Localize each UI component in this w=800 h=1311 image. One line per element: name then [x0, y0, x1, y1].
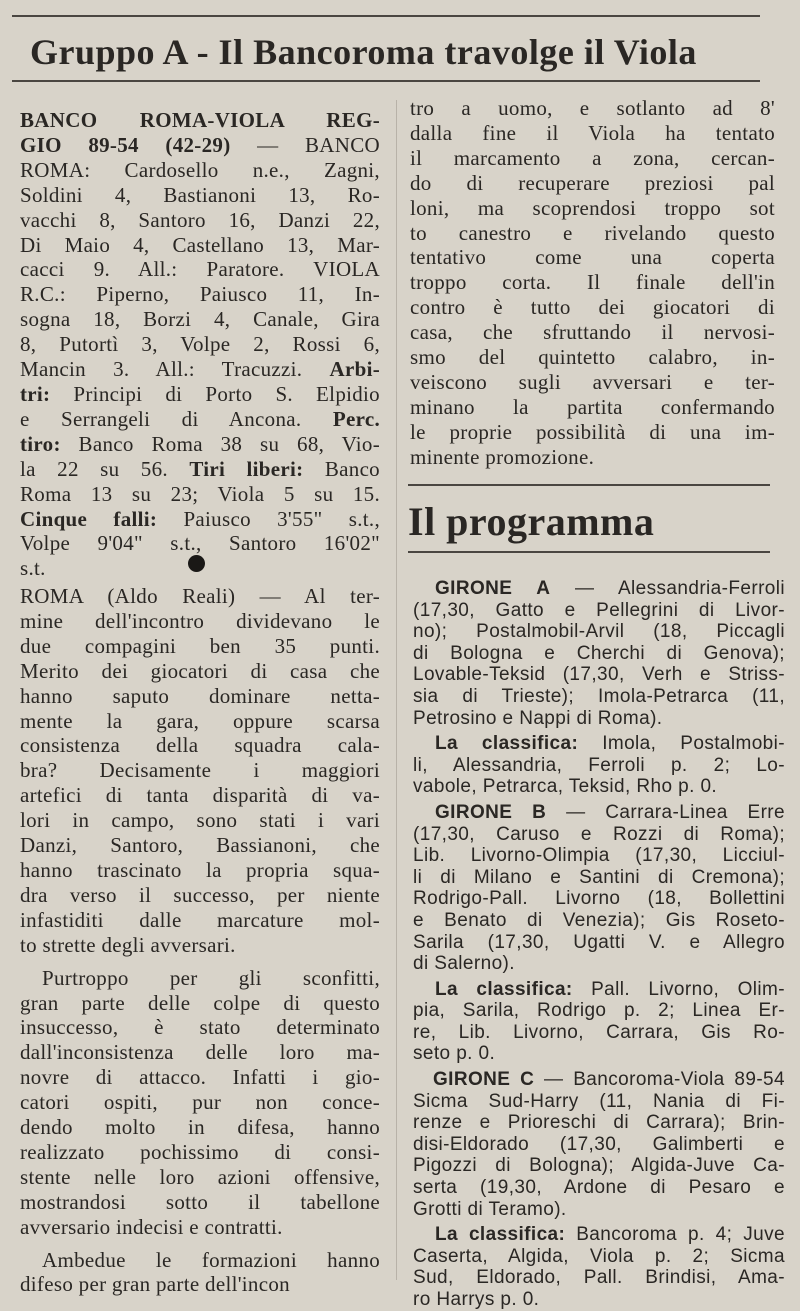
- summary-bold-text: BANCO ROMA-VIOLA REG-: [20, 108, 380, 132]
- programma-text: Pigozzi di Bologna); Algida-Juve Ca-: [413, 1155, 785, 1177]
- article-line: dra verso il successo, per niente: [20, 882, 380, 907]
- summary-line: [20, 507, 380, 532]
- programma-line: [413, 1199, 785, 1221]
- programma-line: [413, 845, 785, 867]
- programma-line: [413, 600, 785, 622]
- programma-line: [413, 755, 785, 777]
- programma-text: disi-Eldorado (17,30, Galimberti e: [413, 1133, 785, 1155]
- summary-line: [20, 357, 380, 382]
- summary-line: [20, 531, 380, 556]
- programma-line: [413, 802, 785, 824]
- summary-text: la 22 su 56.: [20, 456, 190, 481]
- programma-bold-text: La classifica:: [435, 978, 573, 1000]
- article-line: lori in campo, sono stati i vari: [20, 808, 380, 833]
- article-line: casa, che sfruttando il nervosi-: [410, 320, 775, 345]
- programma-text: di Salerno).: [413, 953, 515, 975]
- summary-line: [20, 482, 380, 507]
- left-article: [20, 584, 380, 1297]
- programma-line: [413, 1043, 785, 1065]
- programma-line: [413, 776, 785, 798]
- headline: Gruppo A - Il Bancoroma travolge il Viola: [30, 32, 697, 72]
- bullet-separator: [188, 555, 205, 572]
- summary-line: [20, 158, 380, 183]
- summary-text: cacci 9. All.: Paratore. VIOLA: [20, 257, 380, 282]
- programma-text: no); Postalmobil-Arvil (18, Piccagli: [413, 621, 785, 643]
- article-line: realizzato pochissimo di consi-: [20, 1139, 380, 1164]
- summary-text: Banco Roma 38 su 68, Vio-: [60, 431, 380, 456]
- top-rule: [12, 15, 760, 17]
- headline-rule: [12, 80, 760, 82]
- summary-line: [20, 382, 380, 407]
- article-line: dall'inconsistenza delle loro ma-: [20, 1040, 380, 1065]
- article-line: hanno saputo dominare netta-: [20, 683, 380, 708]
- programma-text: sia di Trieste); Imola-Petrarca (11,: [413, 685, 785, 707]
- programma-bold-text: GIRONE B: [435, 801, 547, 823]
- summary-text: sogna 18, Borzi 4, Canale, Gira: [20, 307, 380, 332]
- match-summary: [20, 108, 380, 581]
- summary-text: — BANCO: [230, 132, 380, 157]
- programma-line: [413, 824, 785, 846]
- summary-line: [20, 407, 380, 432]
- article-line: artefici di tanta disparità di va-: [20, 783, 380, 808]
- article-line: tentativo come una coperta: [410, 245, 775, 270]
- summary-text: Principi di Porto S. Elpidio: [50, 381, 380, 406]
- article-line: consistenza della squadra cala-: [20, 733, 380, 758]
- programma-text: Pall. Livorno, Olim-: [572, 978, 785, 1000]
- programma-line: [413, 621, 785, 643]
- programma-line: [413, 643, 785, 665]
- article-line: Danzi, Santoro, Bassianoni, che: [20, 833, 380, 858]
- programma-line: [413, 1289, 785, 1311]
- article-line: mine dell'incontro dividevano le: [20, 608, 380, 633]
- programma-text: Lib. Livorno-Olimpia (17,30, Licciul-: [413, 845, 785, 867]
- summary-bold-text: Arbi-: [329, 357, 380, 382]
- article-line: Purtroppo per gli sconfitti,: [42, 965, 380, 990]
- programma-title: Il programma: [408, 499, 655, 544]
- programma-bold-text: La classifica:: [435, 1224, 566, 1246]
- programma-line: [413, 867, 785, 889]
- programma-line: [413, 664, 785, 686]
- programma-text: vabole, Petrarca, Teksid, Rho p. 0.: [413, 776, 718, 798]
- article-paragraph-2: [20, 966, 380, 1240]
- article-paragraph-1: [20, 584, 380, 958]
- article-line: troppo corta. Il finale dell'in: [410, 270, 775, 295]
- programma-bold-text: GIRONE C: [433, 1069, 535, 1091]
- programma-text: re, Lib. Livorno, Carrara, Gis Ro-: [413, 1021, 785, 1043]
- programma-text: Sud, Eldorado, Pall. Brindisi, Ama-: [413, 1267, 785, 1289]
- programma-top-rule: [408, 484, 770, 486]
- programma-text: — Bancoroma-Viola 89-54: [534, 1069, 785, 1091]
- programma-line: [413, 733, 785, 755]
- article-line: due compagini ben 35 punti.: [20, 633, 380, 658]
- summary-text: Banco: [303, 456, 380, 481]
- summary-line: [20, 257, 380, 282]
- programma-bold-text: GIRONE A: [435, 578, 551, 599]
- article-line: bra? Decisamente i maggiori: [20, 758, 380, 783]
- programma-text: Rodrigo-Pall. Livorno (18, Bollettini: [413, 888, 785, 910]
- programma-text: (17,30, Gatto e Pellegrini di Livor-: [413, 599, 785, 621]
- summary-bold-text: tri:: [20, 381, 51, 406]
- programma-text: — Carrara-Linea Erre: [546, 801, 785, 823]
- article-line: avversario indecisi e contratti.: [20, 1214, 283, 1239]
- summary-text: Di Maio 4, Castellano 13, Mar-: [20, 232, 380, 257]
- summary-text: Volpe 9'04" s.t., Santoro 16'02": [20, 531, 380, 556]
- programma-text: Caserta, Algida, Viola p. 2; Sicma: [413, 1245, 785, 1267]
- article-line: minano la partita confermando: [410, 394, 775, 419]
- programma-text: Petrosino e Nappi di Roma).: [413, 707, 663, 729]
- programma-line: [413, 1091, 785, 1113]
- summary-line: [20, 108, 380, 133]
- programma-text: Sarila (17,30, Ugatti V. e Allegro: [413, 931, 785, 953]
- programma-line: [413, 1267, 785, 1289]
- article-line: do di recuperare preziosi pal: [410, 170, 775, 195]
- article-line: Ambedue le formazioni hanno: [42, 1247, 380, 1272]
- article-line: difeso per gran parte dell'incon: [20, 1272, 290, 1297]
- summary-text: Soldini 4, Bastianoni 13, Ro-: [20, 182, 380, 207]
- article-line: ROMA (Aldo Reali) — Al ter-: [20, 584, 380, 608]
- programma-line: [413, 1224, 785, 1246]
- programma-line: [413, 578, 785, 600]
- programma-text: — Alessandria-Ferroli: [550, 578, 786, 599]
- column-divider: [396, 100, 397, 1280]
- programma-text: li, Alessandria, Ferroli p. 2; Lo-: [413, 754, 785, 776]
- summary-line: [20, 457, 380, 482]
- summary-bold-text: tiro:: [20, 431, 61, 456]
- article-line: stente nelle loro azioni offensive,: [20, 1164, 380, 1189]
- programma-text: di Bologna e Cherchi di Genova);: [413, 642, 785, 664]
- programma-line: [413, 888, 785, 910]
- summary-text: ROMA: Cardosello n.e., Zagni,: [20, 157, 380, 182]
- programma-text: ro Harrys p. 0.: [413, 1289, 540, 1310]
- summary-line: [20, 282, 380, 307]
- programma-text: e Benato di Venezia); Gis Roseto-: [413, 909, 785, 931]
- programma-line: [413, 1069, 785, 1091]
- programma-line: [413, 910, 785, 932]
- article-line: Merito dei giocatori di casa che: [20, 658, 380, 683]
- programma-line: [413, 686, 785, 708]
- programma-line: [413, 953, 785, 975]
- article-line: gran parte delle colpe di questo: [20, 990, 380, 1015]
- article-line: infastiditi dalle marcature mol-: [20, 907, 380, 932]
- summary-line: [20, 332, 380, 357]
- summary-bold-text: Cinque falli:: [20, 506, 158, 531]
- summary-line: [20, 133, 380, 158]
- article-line: to strette degli avversari.: [20, 932, 236, 957]
- programma-text: (17,30, Caruso e Rozzi di Roma);: [413, 823, 785, 845]
- summary-bold-text: GIO 89-54 (42-29): [20, 132, 231, 157]
- programma-line: [413, 1022, 785, 1044]
- article-line: dendo molto in difesa, hanno: [20, 1115, 380, 1140]
- summary-text: 8, Putortì 3, Volpe 2, Rossi 6,: [20, 332, 380, 357]
- article-line: mostrandosi sotto il tabellone: [20, 1189, 380, 1214]
- programma-line: [413, 1134, 785, 1156]
- left-column: [20, 108, 380, 581]
- article-line: minente promozione.: [410, 444, 595, 469]
- programma-text: Lovable-Teksid (17,30, Verh e Striss-: [413, 664, 785, 686]
- summary-text: vacchi 8, Santoro 16, Danzi 22,: [20, 207, 380, 232]
- programma-line: [413, 932, 785, 954]
- programma-line: [413, 1246, 785, 1268]
- summary-line: [20, 183, 380, 208]
- summary-bold-text: Tiri liberi:: [189, 456, 304, 481]
- programma-text: seto p. 0.: [413, 1043, 496, 1065]
- article-line: mente la gara, oppure scarsa: [20, 708, 380, 733]
- summary-text: Paiusco 3'55" s.t.,: [157, 506, 380, 531]
- programma-bottom-rule: [408, 551, 770, 553]
- article-line: tro a uomo, e sotlanto ad 8': [410, 96, 775, 120]
- article-line: il marcamento a zona, cercan-: [410, 145, 775, 170]
- programma-text: Grotti di Teramo).: [413, 1198, 567, 1220]
- summary-line: [20, 432, 380, 457]
- article-line: novre di attacco. Infatti i gio-: [20, 1065, 380, 1090]
- programma-text: li di Milano e Santini di Cremona);: [413, 866, 785, 888]
- summary-line: [20, 233, 380, 258]
- programma-text: Bancoroma p. 4; Juve: [565, 1224, 785, 1246]
- article-continuation: [410, 96, 775, 470]
- article-paragraph-3: [20, 1248, 380, 1298]
- programma-line: [413, 708, 785, 730]
- article-line: dalla fine il Viola ha tentato: [410, 120, 775, 145]
- programma-text: pia, Sarila, Rodrigo p. 2; Linea Er-: [413, 1000, 785, 1022]
- right-column: [410, 96, 775, 470]
- article-line: contro è tutto dei giocatori di: [410, 295, 775, 320]
- article-line: to canestro e rivelando questo: [410, 220, 775, 245]
- summary-line: [20, 208, 380, 233]
- programma-text: Imola, Postalmobi-: [578, 733, 785, 755]
- summary-text: s.t.: [20, 556, 46, 581]
- programma-text: Sicma Sud-Harry (11, Nania di Fi-: [413, 1090, 785, 1112]
- summary-text: R.C.: Piperno, Paiusco 11, In-: [20, 282, 380, 307]
- summary-text: Mancin 3. All.: Tracuzzi.: [20, 357, 330, 382]
- summary-bold-text: Perc.: [332, 406, 380, 431]
- programma-line: [413, 1000, 785, 1022]
- programma-line: [413, 1155, 785, 1177]
- summary-text: Roma 13 su 23; Viola 5 su 15.: [20, 481, 380, 506]
- programma-line: [413, 1112, 785, 1134]
- article-line: le proprie possibilità di una im-: [410, 419, 775, 444]
- summary-line: [20, 307, 380, 332]
- programma-list: [413, 574, 785, 1311]
- article-line: loni, ma scoprendosi troppo sot: [410, 195, 775, 220]
- programma-line: [413, 1177, 785, 1199]
- programma-bold-text: La classifica:: [435, 733, 579, 755]
- summary-text: e Serrangeli di Ancona.: [20, 406, 333, 431]
- article-line: veiscono sugli avversari e ter-: [410, 369, 775, 394]
- programma-text: serta (19,30, Ardone di Pesaro e: [413, 1177, 785, 1199]
- article-line: catori ospiti, pur non conce-: [20, 1090, 380, 1115]
- article-line: hanno trascinato la propria squa-: [20, 857, 380, 882]
- programma-line: [413, 979, 785, 1001]
- article-line: smo del quintetto calabro, in-: [410, 345, 775, 370]
- programma-text: renze e Prioreschi di Carrara); Brin-: [413, 1112, 785, 1134]
- article-line: insuccesso, è stato determinato: [20, 1015, 380, 1040]
